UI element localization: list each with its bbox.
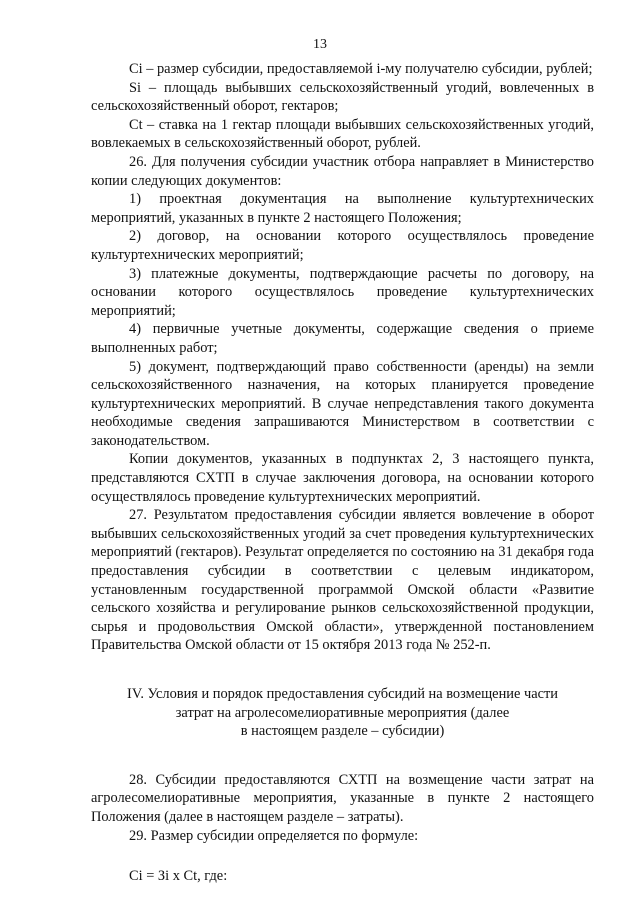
section-heading-line-2: затрат на агролесомелиоративные мероприятия (далее (175, 704, 510, 721)
list-item-2: 2) договор, на основании которого осуществлялось проведение культуртехнических мероприятий; (91, 228, 594, 263)
page-number: 13 (313, 37, 327, 52)
paragraph-item-29: 29. Размер субсидии определяется по формуле: (129, 827, 419, 844)
paragraph-ci-definition: Ci – размер субсидии, предоставляемой i-му получателю субсидии, рублей; (129, 61, 593, 77)
paragraph-item-26: 26. Для получения субсидии участник отбора направляет в Министерство копии следующих документов: (91, 153, 594, 189)
paragraph-item-28: 28. Субсидии предоставляются СХТП на возмещение части затрат на агролесомелиоративные мероприятия, указанные в пункте 2 настоящего Положения (далее в настоящем разделе – затраты). (91, 771, 594, 825)
section-heading (91, 685, 594, 741)
document-body (91, 60, 594, 886)
section-heading-line-1: IV. Условия и порядок предоставления субсидий на возмещение части (127, 686, 558, 702)
list-item-3: 3) платежные документы, подтверждающие расчеты по договору, на основании которого осуществлялось проведение культуртехнических мероприятий; (91, 265, 594, 319)
formula: Ci = Зi х Ct, где: (129, 868, 228, 885)
paragraph-ct-definition: Ct – ставка на 1 гектар площади выбывших сельскохозяйственных угодий, вовлекаемых в сельскохозяйственный оборот, рублей. (91, 116, 594, 152)
paragraph-item-27: 27. Результатом предоставления субсидии является вовлечение в оборот выбывших сельскохозяйственных угодий за счет проведения культуртехнических мероприятий (гектаров). Результат определяется по состоянию на 31 декабря года предоставления субсидии в соответствии с целевым индикатором, установленным государственной программой Омской области «Развитие сельского хозяйства и регулирование рынков сельскохозяйственной продукции, сырья и продовольствия Омской области», утвержденной постановлением Правительства Омской области от 15 октября 2013 года № 252-п. (91, 507, 594, 654)
paragraph-si-definition: Si – площадь выбывших сельскохозяйственный угодий, вовлеченных в сельскохозяйственный оборот, гектаров; (91, 79, 594, 115)
paragraph-copies-note: Копии документов, указанных в подпунктах 2, 3 настоящего пункта, представляются СХТП в случае заключения договора, на основании которого осуществлялось проведение культуртехнических мероприятий. (91, 451, 594, 505)
list-item-1: 1) проектная документация на выполнение культуртехнических мероприятий, указанных в пункте 2 настоящего Положения; (91, 191, 594, 226)
list-item-4: 4) первичные учетные документы, содержащие сведения о приеме выполненных работ; (91, 321, 594, 356)
list-item-5: 5) документ, подтверждающий право собственности (аренды) на земли сельскохозяйственного назначения, на которых планируется проведение культуртехнических мероприятий. В случае непредставления такого документа необходимые сведения запрашиваются Министерством в соответствии с законодательством. (91, 358, 594, 449)
section-heading-line-3: в настоящем разделе – субсидии) (240, 723, 445, 740)
